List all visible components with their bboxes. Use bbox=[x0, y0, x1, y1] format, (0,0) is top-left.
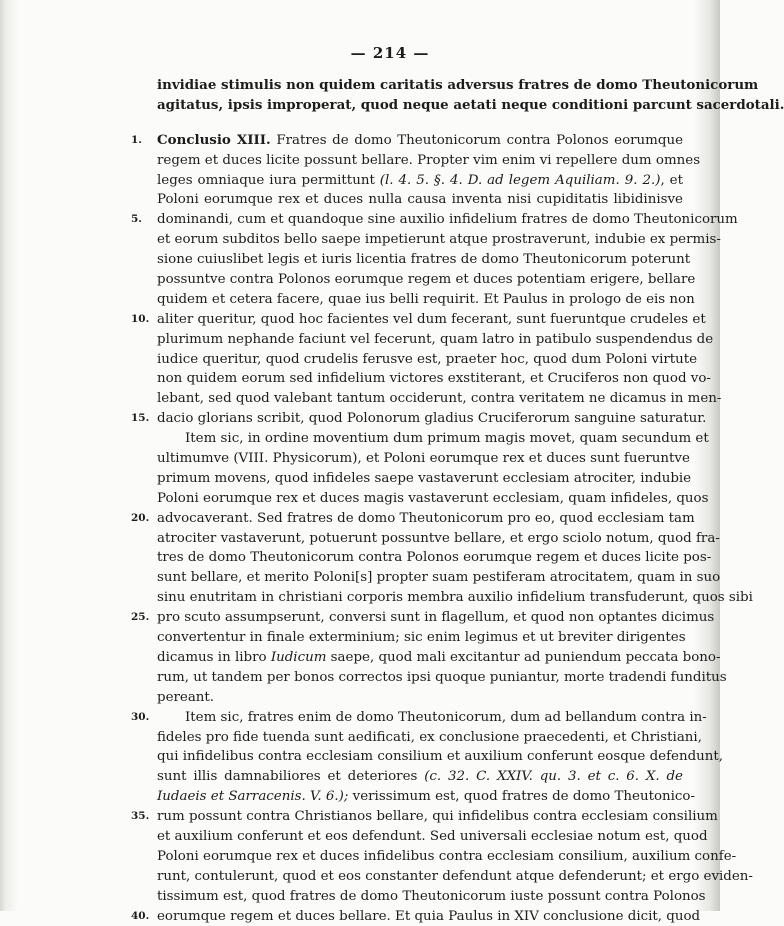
line-text: agitatus, ipsis improperat, quod neque aetati neque conditioni parcunt sacerdotali. bbox=[157, 96, 784, 113]
line-text: non quidem eorum sed infidelium victores exstiterant, et Cruciferos non quod vo- bbox=[157, 371, 711, 387]
line-text: qui infidelibus contra ecclesiam consilium et auxilium conferunt eosque defendunt, bbox=[157, 749, 724, 765]
line-text: dicamus in libro bbox=[157, 649, 271, 665]
text-line bbox=[131, 131, 684, 151]
line-number: 35. bbox=[131, 810, 150, 823]
text-line bbox=[131, 708, 707, 728]
line-number: 15. bbox=[131, 412, 150, 425]
text-line bbox=[157, 628, 686, 648]
text-line bbox=[131, 807, 718, 827]
text-line bbox=[157, 76, 759, 96]
text-line bbox=[157, 369, 711, 389]
text-line bbox=[157, 648, 721, 668]
text-line bbox=[131, 310, 706, 330]
text-line bbox=[157, 171, 683, 191]
line-text: Item sic, fratres enim de domo Theutonicorum, dum ad bellandum contra in- bbox=[185, 709, 707, 725]
line-text: pro scuto assumpserunt, conversi sunt in flagellum, et quod non optantes dicimus bbox=[157, 610, 715, 626]
line-number: 25. bbox=[131, 611, 150, 624]
citation-italic: (c. 32. C. XXIV. qu. 3. et c. 6. X. de bbox=[424, 769, 683, 785]
line-text: lebant, sed quod valebant tantum occiderunt, contra veritatem ne dicamus in men- bbox=[157, 391, 722, 407]
citation-italic: Iudicum bbox=[270, 649, 327, 665]
text-line bbox=[157, 588, 753, 608]
text-line bbox=[131, 509, 695, 529]
line-text: dominandi, cum et quandoque sine auxilio infidelium fratres de domo Theutonicorum bbox=[157, 212, 738, 228]
text-line bbox=[157, 250, 691, 270]
line-text: iudice queritur, quod crudelis ferusve est, praeter hoc, quod dum Poloni virtute bbox=[157, 351, 698, 367]
line-text: rum possunt contra Christianos bellare, qui infidelibus contra ecclesiam consilium bbox=[157, 809, 718, 825]
text-line bbox=[157, 887, 706, 907]
line-text: quidem et cetera facere, quae ius belli requirit. Et Paulus in prologo de eis non bbox=[157, 291, 695, 307]
line-number: 5. bbox=[131, 213, 142, 226]
line-number: 40. bbox=[131, 909, 150, 922]
text-line bbox=[157, 449, 690, 469]
line-text: runt, contulerunt, quod et eos constanter defendunt atque defenderunt; et ergo eviden- bbox=[157, 868, 753, 884]
text-line bbox=[131, 907, 701, 926]
citation-italic: (l. 4. 5. §. 4. D. ad legem Aquiliam. 9. 2.) bbox=[379, 172, 661, 188]
text-line bbox=[157, 767, 683, 787]
line-text: dacio glorians scribit, quod Polonorum gladius Cruciferorum sanguine saturatur. bbox=[157, 411, 707, 427]
line-text: Poloni eorumque rex et duces magis vastaverunt ecclesiam, quam infideles, quos bbox=[157, 490, 709, 506]
line-text: primum movens, quod infideles saepe vastaverunt ecclesiam atrociter, indubie bbox=[157, 470, 692, 486]
line-text: sinu enutritam in christiani corporis membra auxilio infidelium transfuderunt, quos sibi bbox=[157, 590, 753, 606]
text-line bbox=[157, 688, 683, 708]
line-text: Fratres de domo Theutonicorum contra Polonos eorumque bbox=[270, 132, 684, 148]
text-line bbox=[157, 230, 721, 250]
line-text: Poloni eorumque rex et duces nulla causa inventa nisi cupiditatis libidinisve bbox=[157, 192, 683, 208]
line-text: aliter queritur, quod hoc facientes vel dum fecerant, sunt fueruntque crudeles et bbox=[157, 311, 706, 327]
text-line bbox=[157, 847, 737, 867]
line-text: sunt bellare, et merito Poloni[s] propter suam pestiferam atrocitatem, quam in suo bbox=[157, 570, 721, 586]
line-text: sunt illis damnabiliores et deteriores bbox=[157, 769, 425, 785]
line-text: pereant. bbox=[157, 689, 215, 705]
line-number: 30. bbox=[131, 710, 150, 723]
line-text: eorumque regem et duces bellare. Et quia Paulus in XIV conclusione dicit, quod bbox=[157, 908, 701, 924]
scan-edge-left bbox=[0, 0, 18, 911]
line-text: sione cuiuslibet legis et iuris licentia fratres de domo Theutonicorum poterunt bbox=[157, 252, 691, 268]
text-line bbox=[157, 489, 709, 509]
text-line bbox=[131, 409, 707, 429]
page-number: — 214 — bbox=[350, 44, 430, 62]
text-line bbox=[157, 787, 696, 807]
text-line bbox=[157, 668, 727, 688]
line-text: tissimum est, quod fratres de domo Theutonicorum iuste possunt contra Polonos bbox=[157, 888, 706, 904]
text-line bbox=[157, 350, 698, 370]
line-text: leges omniaque iura permittunt bbox=[157, 172, 380, 188]
line-text: et auxilium conferunt et eos defendunt. Sed universali ecclesiae notum est, quod bbox=[157, 828, 708, 844]
line-text: tres de domo Theutonicorum contra Polonos eorumque regem et duces licite pos- bbox=[157, 550, 712, 566]
line-text: Poloni eorumque rex et duces infidelibus contra ecclesiam consilium, auxilium confe- bbox=[157, 848, 737, 864]
line-text: regem et duces licite possunt bellare. Propter vim enim vi repellere dum omnes bbox=[157, 152, 701, 168]
body-text bbox=[131, 76, 784, 926]
line-number: 1. bbox=[131, 133, 142, 146]
line-text: plurimum nephande faciunt vel fecerunt, quam latro in patibulo suspendendus de bbox=[157, 331, 714, 347]
text-line bbox=[157, 568, 721, 588]
text-line bbox=[157, 529, 720, 549]
text-line bbox=[157, 270, 696, 290]
line-text-continued: , et bbox=[660, 172, 683, 188]
line-number: 10. bbox=[131, 312, 150, 325]
line-text: ultimumve (VIII. Physicorum), et Poloni eorumque rex et duces sunt fueruntve bbox=[157, 451, 690, 467]
text-line bbox=[157, 429, 709, 449]
text-line bbox=[157, 728, 702, 748]
text-line bbox=[157, 827, 708, 847]
text-line bbox=[157, 190, 683, 210]
text-line bbox=[157, 151, 701, 171]
line-text: fideles pro fide tuenda sunt aedificati, ex conclusione praecedenti, et Christiani, bbox=[157, 729, 702, 745]
line-text: convertentur in finale exterminium; sic enim legimus et ut breviter dirigentes bbox=[157, 630, 686, 646]
line-text: invidiae stimulis non quidem caritatis adversus fratres de domo Theutonicorum bbox=[157, 77, 759, 93]
line-text: rum, ut tandem per bonos correctos ipsi quoque puniantur, morte tradendi funditus bbox=[157, 669, 727, 685]
text-line bbox=[157, 747, 724, 767]
citation-italic: Iudaeis et Sarracenis. V. 6.); bbox=[157, 789, 349, 805]
line-text: et eorum subditos bello saepe impetierunt atque prostraverunt, indubie ex permis- bbox=[157, 232, 721, 248]
text-line bbox=[157, 469, 692, 489]
line-text-continued: saepe, quod mali excitantur ad puniendum peccata bono- bbox=[326, 649, 721, 665]
text-line bbox=[157, 548, 712, 568]
text-line bbox=[157, 867, 753, 887]
text-line bbox=[157, 389, 722, 409]
text-line bbox=[157, 290, 695, 310]
text-line bbox=[157, 330, 714, 350]
conclusion-heading: Conclusio XIII. bbox=[157, 131, 271, 148]
text-line bbox=[131, 608, 715, 628]
text-line bbox=[131, 210, 738, 230]
line-text: possuntve contra Polonos eorumque regem et duces potentiam erigere, bellare bbox=[157, 272, 696, 288]
line-text-continued: verissimum est, quod fratres de domo Theutonico- bbox=[348, 789, 696, 805]
line-text: Item sic, in ordine moventium dum primum magis movet, quam secundum et bbox=[185, 431, 709, 447]
line-text: advocaverant. Sed fratres de domo Theutonicorum pro eo, quod ecclesiam tam bbox=[157, 510, 695, 526]
line-text: atrociter vastaverunt, potuerunt possuntve bellare, et ergo sciolo notum, quod fra- bbox=[157, 530, 720, 546]
line-number: 20. bbox=[131, 511, 150, 524]
scan-edge-right bbox=[694, 0, 720, 911]
text-line bbox=[157, 96, 784, 116]
